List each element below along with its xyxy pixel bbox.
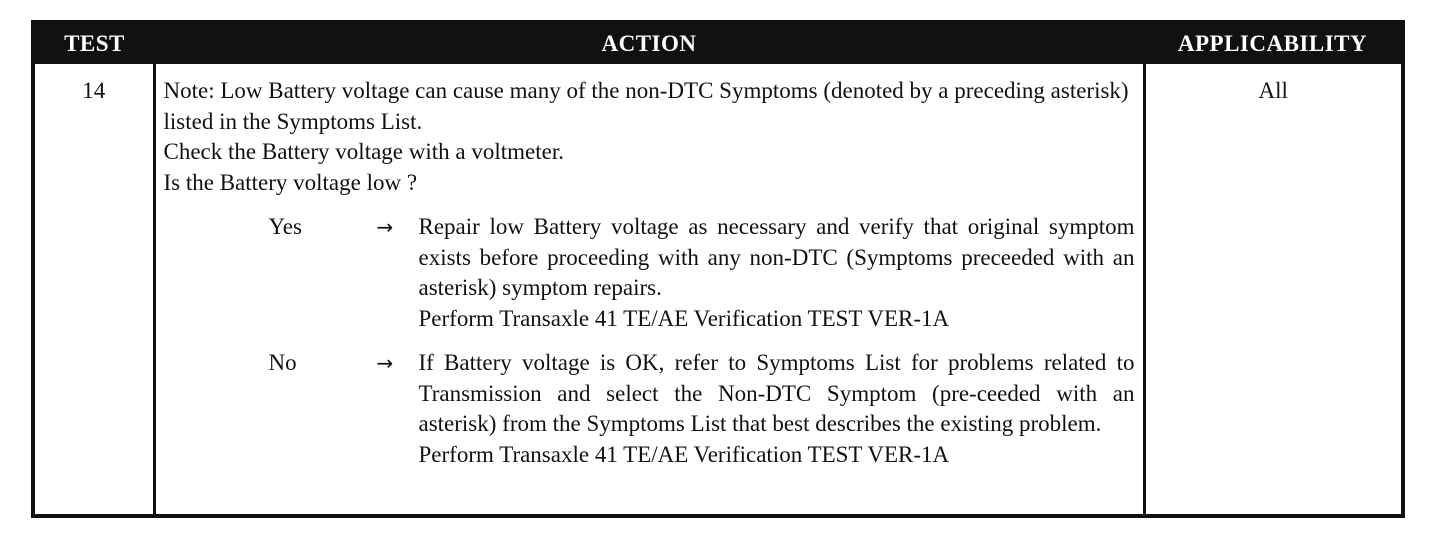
yes-label: Yes — [268, 214, 302, 239]
header-test: TEST — [33, 22, 154, 64]
no-label: No — [268, 350, 297, 375]
header-action: ACTION — [154, 22, 1144, 64]
no-body — [419, 348, 1135, 470]
header-applicability: APPLICABILITY — [1144, 22, 1403, 64]
right-arrow-icon: → — [376, 215, 394, 239]
no-branch — [164, 348, 1135, 470]
yes-verify-text: Perform Transaxle 41 TE/AE Verification TEST VER-1A — [418, 305, 950, 331]
no-text: If Battery voltage is OK, refer to Symptoms List for problems related to Transmission and select the Non-DTC Symptom (pre-ceeded with an asterisk) from the Symptoms List that best describes the existing problem. — [418, 350, 1135, 436]
test-number: 14 — [33, 64, 154, 516]
yes-branch — [164, 212, 1135, 334]
right-arrow-icon: → — [376, 351, 394, 375]
yes-body — [419, 212, 1135, 334]
note-text: Note: Low Battery voltage can cause many of the non-DTC Symptoms (denoted by a preceding asterisk) listed in the Symptoms List. — [163, 78, 1129, 134]
question-text: Is the Battery voltage low ? — [163, 169, 418, 195]
action-cell — [154, 64, 1144, 516]
header-row — [33, 22, 1403, 64]
diagnostic-test-table — [31, 20, 1405, 518]
check-text: Check the Battery voltage with a voltmeter. — [163, 139, 564, 164]
applicability-value: All — [1144, 64, 1403, 516]
no-verify-text: Perform Transaxle 41 TE/AE Verification TEST VER-1A — [418, 441, 950, 467]
yes-text: Repair low Battery voltage as necessary and verify that original symptom exists before proceeding with any non-DTC (Symptoms preceeded with an asterisk) symptom repairs. — [418, 214, 1135, 300]
table-row — [33, 64, 1403, 516]
